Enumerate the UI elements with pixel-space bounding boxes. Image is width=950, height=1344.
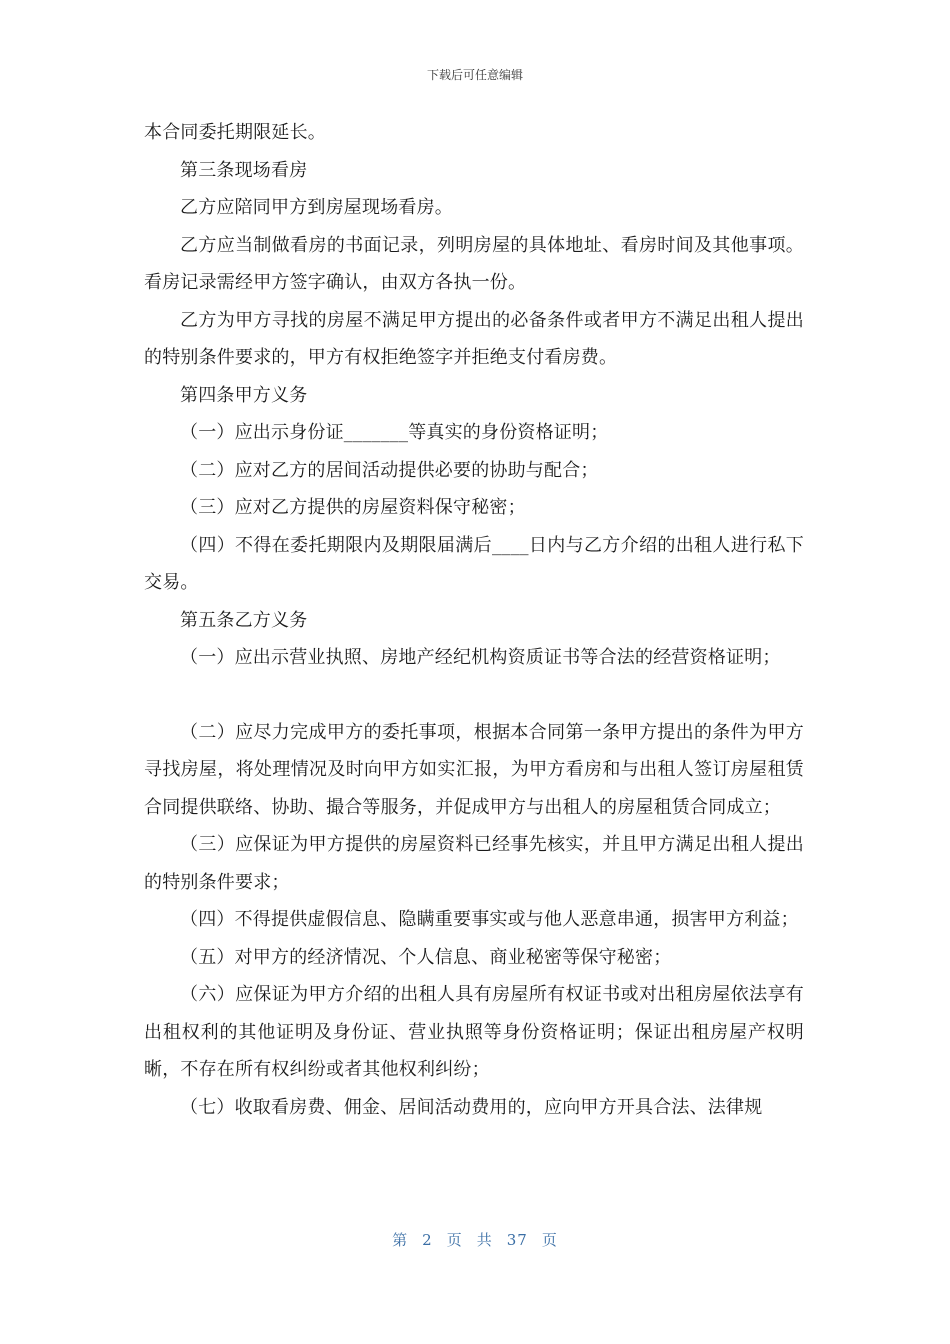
total-label: 共	[476, 1231, 493, 1249]
paragraph: 乙方应当制做看房的书面记录，列明房屋的具体地址、看房时间及其他事项。看房记录需经甲方签字确认，由双方各执一份。	[144, 234, 804, 293]
section-heading: 第四条甲方义务	[180, 384, 308, 406]
clause-item: （一）应出示营业执照、房地产经纪机构资质证书等合法的经营资格证明；	[180, 647, 781, 668]
clause-item: （四）不得提供虚假信息、隐瞒重要事实或与他人恶意串通，损害甲方利益；	[180, 909, 799, 930]
clause-item: （三）应保证为甲方提供的房屋资料已经事先核实，并且甲方满足出租人提出的特别条件要求；	[144, 834, 804, 893]
clause-item: （二）应对乙方的居间活动提供必要的协助与配合；	[180, 459, 599, 481]
section-heading: 第五条乙方义务	[180, 609, 308, 631]
document-body	[144, 114, 804, 1126]
clause-item: （七）收取看房费、佣金、居间活动费用的，应向甲方开具合法、法律规	[180, 1096, 763, 1118]
clause-item: （六）应保证为甲方介绍的出租人具有房屋所有权证书或对出租房屋依法享有出租权利的其他证明及身份证、营业执照等身份资格证明；保证出租房屋产权明晰，不存在所有权纠纷或者其他权利纠纷；	[144, 984, 804, 1080]
page-number: 2	[422, 1231, 433, 1249]
paragraph: 本合同委托期限延长。	[144, 122, 326, 143]
page-label: 页	[446, 1231, 463, 1249]
section-heading: 第三条现场看房	[180, 159, 308, 181]
clause-item: （一）应出示身份证_______等真实的身份资格证明；	[180, 422, 609, 443]
paragraph: 乙方应陪同甲方到房屋现场看房。	[180, 197, 453, 218]
clause-item: （五）对甲方的经济情况、个人信息、商业秘密等保守秘密；	[180, 946, 672, 968]
page-footer	[0, 1229, 950, 1250]
page-label: 第	[392, 1231, 409, 1249]
page-header: 下载后可任意编辑	[426, 68, 523, 82]
total-pages: 37	[506, 1231, 528, 1249]
clause-item: （四）不得在委托期限内及期限届满后____日内与乙方介绍的出租人进行私下交易。	[144, 534, 804, 593]
total-label: 页	[541, 1231, 558, 1249]
clause-item: （三）应对乙方提供的房屋资料保守秘密；	[180, 497, 526, 518]
clause-item: （二）应尽力完成甲方的委托事项，根据本合同第一条甲方提出的条件为甲方寻找房屋，将处理情况及时向甲方如实汇报，为甲方看房和与出租人签订房屋租赁合同提供联络、协助、撮合等服务，并促成甲方与出租人的房屋租赁合同成立；	[144, 721, 804, 818]
paragraph: 乙方为甲方寻找的房屋不满足甲方提出的必备条件或者甲方不满足出租人提出的特别条件要求的，甲方有权拒绝签字并拒绝支付看房费。	[144, 309, 804, 368]
